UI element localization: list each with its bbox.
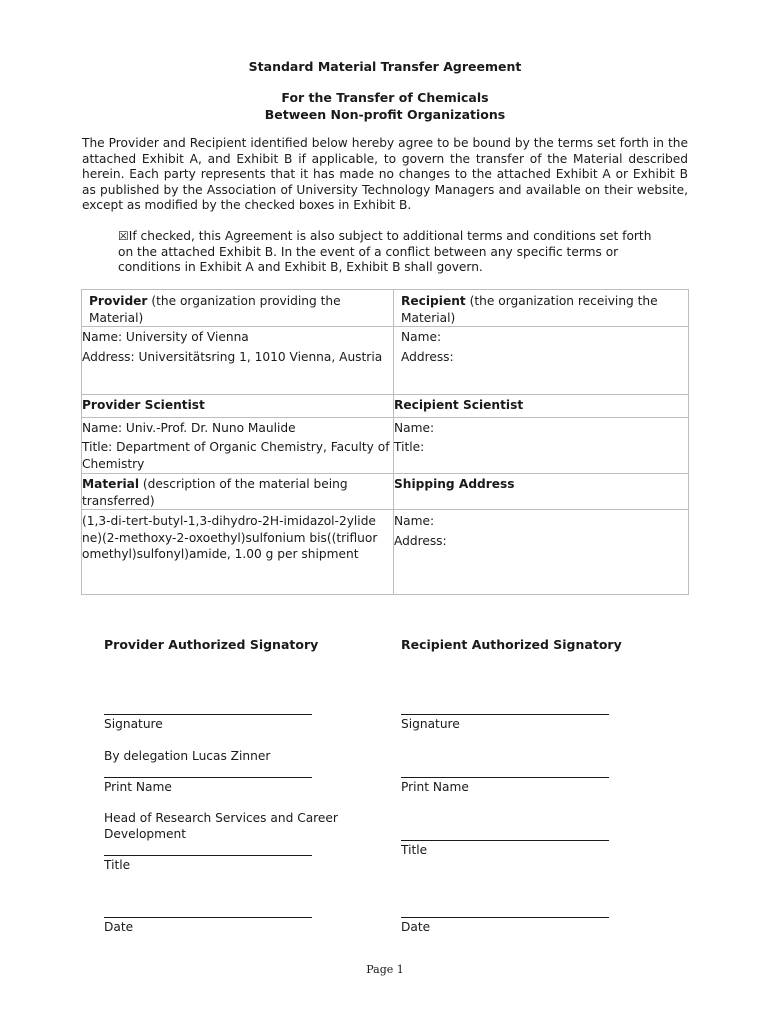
recipient-date-line[interactable] [401, 917, 609, 918]
recipient-address-field[interactable]: Address: [401, 350, 454, 364]
provider-date-line[interactable] [104, 917, 312, 918]
recipient-signatory-heading: Recipient Authorized Signatory [401, 637, 622, 652]
recipient-scientist-name-field[interactable]: Name: [394, 421, 435, 435]
exhibit-b-clause-text: If checked, this Agreement is also subject to additional terms and conditions set forth on the attached Exhibit B. In the event of a conflict between any specific terms or conditions in Exhibit A and Exhibit B, Exhibit B shall govern. [118, 229, 652, 274]
provider-name: Name: University of Vienna [82, 330, 249, 344]
recipient-scientist-heading: Recipient Scientist [394, 398, 524, 412]
recipient-signature-label: Signature [401, 717, 460, 731]
parties-table [81, 289, 689, 595]
shipping-address-heading: Shipping Address [394, 477, 515, 491]
recipient-scientist-title-field[interactable]: Title: [394, 440, 425, 454]
document-subtitle-2: Between Non-profit Organizations [264, 107, 506, 122]
provider-heading [89, 293, 385, 326]
provider-signature-line[interactable] [104, 714, 312, 715]
recipient-heading-label: Recipient [401, 294, 466, 308]
document-subtitle: For the Transfer of Chemicals [281, 90, 489, 105]
recipient-heading [401, 293, 683, 326]
provider-signature-label: Signature [104, 717, 163, 731]
provider-title-value: Head of Research Services and Career Development [104, 811, 338, 841]
provider-print-name-label: Print Name [104, 780, 172, 794]
recipient-signature-line[interactable] [401, 714, 609, 715]
provider-print-name-line[interactable] [104, 777, 312, 778]
material-description: (1,3-di-tert-butyl-1,3-dihydro-2H-imidazol-2ylidene)(2-methoxy-2-oxoethyl)sulfonium bis((trifluoromethyl)sulfonyl)amide, 1.00 g per shipment [82, 514, 378, 561]
recipient-title-line[interactable] [401, 840, 609, 841]
shipping-address-field[interactable]: Address: [394, 534, 447, 548]
provider-scientist-title: Title: Department of Organic Chemistry, Faculty of Chemistry [82, 440, 390, 471]
recipient-title-label: Title [401, 843, 428, 857]
exhibit-b-clause [118, 229, 663, 276]
intro-paragraph: The Provider and Recipient identified below hereby agree to be bound by the terms set forth in the attached Exhibit A, and Exhibit B if applicable, to govern the transfer of the Material described herein. Each party represents that it has made no changes to the attached Exhibit A or Exhibit B as published by the Association of University Technology Managers and available on their website, except as modified by the checked boxes in Exhibit B. [82, 136, 688, 212]
provider-title-label: Title [104, 858, 131, 872]
provider-scientist-name: Name: Univ.-Prof. Dr. Nuno Maulide [82, 421, 296, 435]
recipient-date-label: Date [401, 920, 431, 934]
provider-heading-note: (the organization providing the Material) [89, 294, 341, 325]
recipient-heading-note: (the organization receiving the Material) [401, 294, 658, 325]
material-heading-note: (description of the material being transferred) [82, 477, 348, 508]
material-heading-label: Material [82, 477, 140, 491]
recipient-print-name-line[interactable] [401, 777, 609, 778]
page-number: Page 1 [366, 963, 404, 976]
material-heading [82, 476, 382, 509]
provider-scientist-heading: Provider Scientist [82, 398, 205, 412]
document-title: Standard Material Transfer Agreement [248, 59, 522, 74]
recipient-print-name-label: Print Name [401, 780, 469, 794]
recipient-name-field[interactable]: Name: [401, 330, 442, 344]
checkbox-checked-icon[interactable]: ☒ [118, 229, 129, 243]
provider-signatory-heading: Provider Authorized Signatory [104, 637, 319, 652]
provider-heading-label: Provider [89, 294, 148, 308]
shipping-name-field[interactable]: Name: [394, 514, 435, 528]
provider-print-name-value: By delegation Lucas Zinner [104, 749, 271, 763]
provider-title-line[interactable] [104, 855, 312, 856]
provider-date-label: Date [104, 920, 134, 934]
provider-address: Address: Universitätsring 1, 1010 Vienna, Austria [82, 350, 383, 364]
